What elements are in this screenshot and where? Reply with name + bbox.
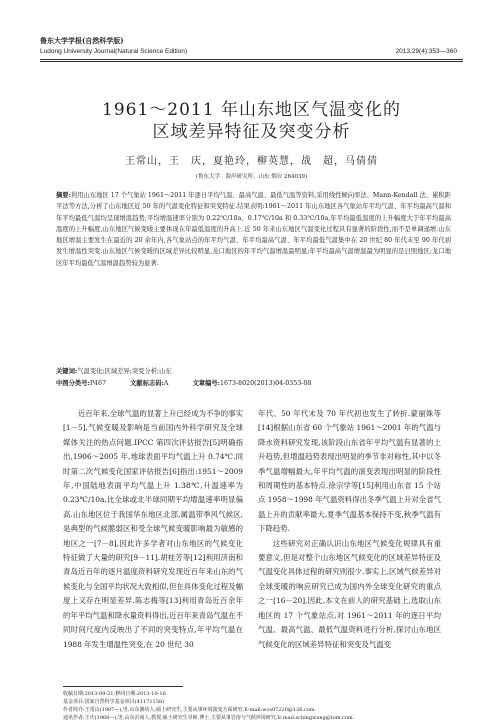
author-list: 王常山，王 庆，夏艳玲，柳英慧，战 超，马倩倩	[125, 156, 378, 167]
footnote-author: 作者简介:王常山(1987—),男,山东潍坊人,硕士研究生,主要从事环境演变方面研究.E-mail:wcs07220@126.com.	[63, 707, 317, 713]
paper-title-line2: 区域差异特征及突变分析	[152, 122, 351, 142]
footnote-corresponding: 通讯作者:王庆(1968—),男,山东沂南人,教授,硕士研究生导师,博士,主要从事岩溶与气候环境研究.E-mail:schingwang@tom.com.	[63, 715, 355, 721]
paper-title-line1: 1961～2011 年山东地区气温变化的	[102, 100, 401, 120]
footnote-rule	[63, 686, 183, 687]
clc-number: 中图分类号:P467	[56, 380, 107, 387]
clc-label: 中图分类号:	[56, 380, 90, 387]
document-code: 文献标志码:A	[130, 380, 169, 387]
abstract-label: 摘要:	[56, 192, 71, 199]
issue-info: 2013,29(4):353—360	[395, 48, 457, 55]
abstract	[56, 190, 451, 269]
keywords	[56, 366, 451, 377]
document-code-label: 文献标志码:	[130, 380, 164, 387]
author-affiliation: (鲁东大学 海岸研究所，山东 烟台 264039)	[195, 174, 308, 180]
intro-paragraph-1: 近百年来,全球气温的显著上升已经成为不争的事实[1－5],气候变暖及影响是当前国内外科学研究及全球媒体关注的热点问题.IPCC 第四次评估报告[5]明确指出,1906～2005 年,地球表面平均气温上升 0.74℃.同时第二次气候变化国家评估报告[6]指出:1951～2009 年,中国陆地表面平均气温上升 1.38℃,升温速率为 0.23℃/10a,比全球或北半球同期平均增温速率明显偏高.山东地区位于我国华东地区北部,属温带季风气候区,是典型的气候脆弱区和受全球气候变暖影响最为敏感的地区之一[7－8],因此许多学者对山东地区的气候变化特征做了大量的研究[9－11].胡桂芳等[12]利用济南和青岛近百年的逐月温度资料研究发现近百年来山东的气候变化与全国平均状况大致相似,但在具体变化过程及幅度上又存在明显差异.陈志梅等[13]利用青岛近百余年的年平均气温和降水量资料得出,近百年来青岛气温在不同时间尺度内反映出了不同的突变特点,年平均气温在 1988 年发生增温性突变,在 20 世纪 30	[63, 409, 243, 649]
header-rule	[40, 59, 463, 60]
footnote-received: 收稿日期:2013-09-21;修回日期:2013-10-16	[63, 691, 166, 697]
keywords-text: 气温变化;区域差异;突变分析;山东	[77, 368, 172, 375]
keywords-label: 关键词:	[56, 368, 78, 375]
footnotes	[63, 690, 453, 722]
classification-line	[56, 378, 451, 389]
intro-paragraph-1-continued: 年代、50 年代末及 70 年代初也发生了转折.蒙丽姝等[14]根据山东省 60 个气象站 1961～2001 年的气温与降水资料研究发现,该阶段山东省年平均气温有显著的上升趋势,但增温趋势表现出明显的季节非对称性,其中以冬季气温增幅最大,年平均气温的演变表现出明显的阶段性和周期性的基本特点.徐宗学等[15]利用山东省 15 个站点 1958～1998 年气温资料得出冬季气温上升对全省气温上升的贡献率最大,夏季气温基本保持不变,秋季气温有下降趋势.	[258, 409, 441, 534]
header-rule-thin	[40, 61, 463, 62]
journal-name-cn: 鲁东大学学报(自然科学版)	[40, 36, 124, 45]
intro-paragraph-2: 这些研究对正确认识山东地区气候变化规律具有重要意义,但是对整个山东地区气候变化的区域差异特征及气温变化具体过程的研究则很少.事实上,区域气候差异对全球变暖的响应研究已成为国内外全球变化研究的重点之一[16－20],因此,本文在前人的研究基础上,选取山东地区的 17 个气象站点,对 1961～2011 年的逐日平均气温、最高气温、最低气温资料进行分析,探讨山东地区气候变化的区域差异特征和突变及气温变	[258, 538, 441, 649]
article-id: 文章编号:1673-8020(2013)04-0353-08	[192, 380, 312, 387]
journal-name-en: Ludong University Journal(Natural Science Edition)	[40, 48, 188, 55]
body-right-column	[258, 407, 441, 652]
body-left-column	[63, 407, 243, 652]
footnote-fund: 基金项目:国家自然科学基金项目(41171158)	[63, 699, 165, 705]
abstract-text: 利用山东地区 17 个气象站 1961～2011 年逐日平均气温、最高气温、最低气温等资料,采用线性倾向率法、Mann-Kendall 法、累积距平法等方法,分析了山东地区近 50 年的气温变化特征和突变特征.结果表明:1961～2011 年山东地区各气象站年平均气温、年平均最高气温和年平均最低气温均呈现增温趋势,平均增温速率分别为 0.22℃/10a、0.17℃/10a 和 0.33℃/10a,年平均最低温度的上升幅度大于年平均最高温度的上升幅度,山东地区气候变暖主要体现在年最低温度的升高上.近 50 年来山东地区气温变化过程具有显著的阶段性,而不是单调递增.山东地区增温主要发生在最近的 20 余年内,各气象站点的年平均气温、年平均最高气温、年平均最低气温集中在 20 世纪 80 年代末至 90 年代初发生增温性突变.山东地区气候变暖的区域差异比较明显,龙口地区的年平均气温增温最明显;年平均最高气温增温最为明显的是日照地区;龙口地区年平均最低气温增温趋势较为显著.	[56, 192, 451, 267]
article-id-label: 文章编号:	[192, 380, 220, 387]
